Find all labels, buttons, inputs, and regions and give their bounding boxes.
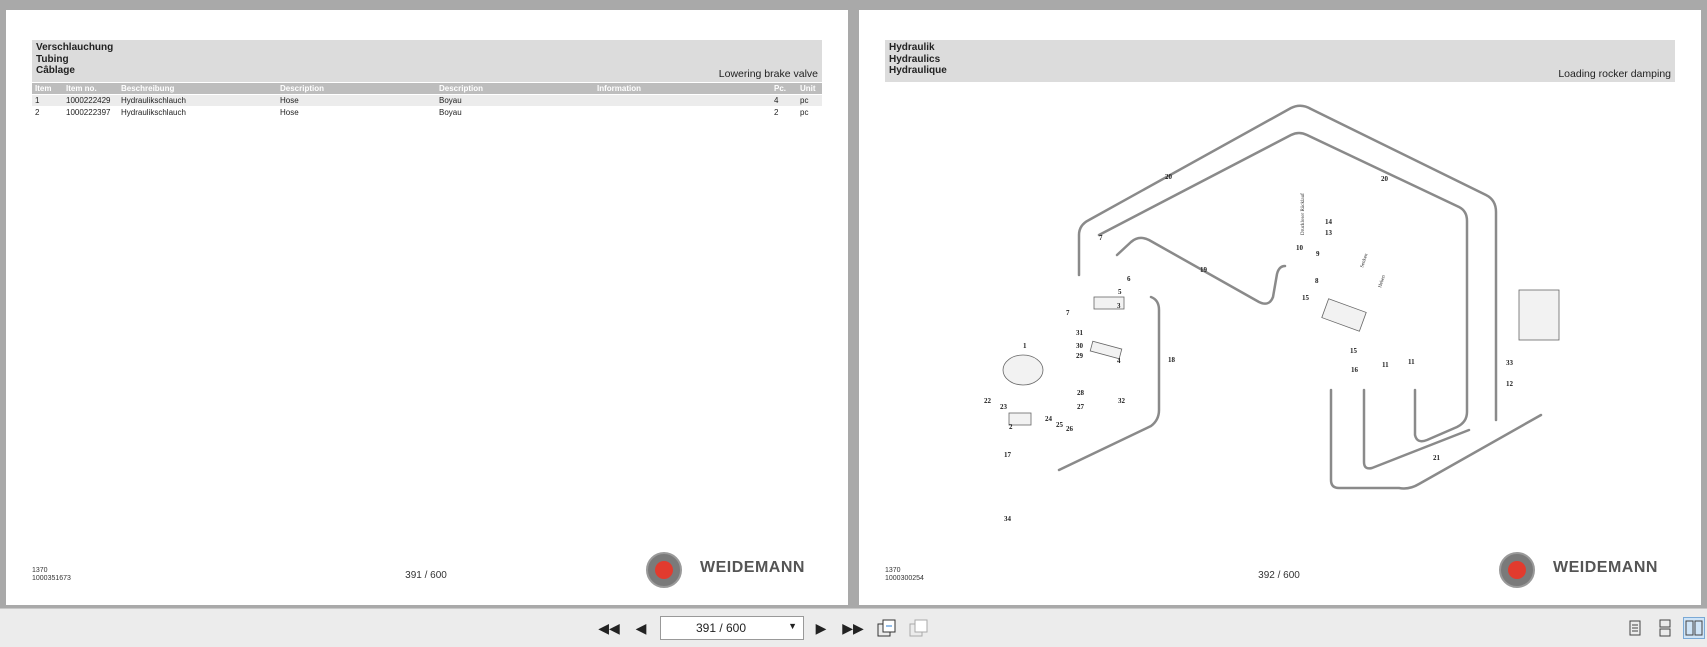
cell-beschreibung: Hydraulikschlauch	[121, 96, 186, 105]
label-3: 3	[1117, 302, 1121, 310]
label-29: 29	[1076, 352, 1083, 360]
label-5: 5	[1118, 288, 1122, 296]
chevron-down-icon: ▼	[788, 621, 797, 631]
label-20: 20	[1165, 173, 1172, 181]
label-15b: 15	[1350, 347, 1357, 355]
left-page	[6, 10, 848, 605]
header-title-de: Verschlauchung	[36, 42, 114, 53]
col-item-no: Item no.	[66, 84, 97, 93]
table-row[interactable]	[32, 95, 822, 106]
footer-code-model: 1370	[885, 567, 901, 574]
label-19: 19	[1200, 266, 1207, 274]
col-unit: Unit	[800, 84, 816, 93]
right-page	[859, 10, 1701, 605]
parts-table-header	[32, 83, 822, 94]
diagram-labels	[984, 173, 1514, 523]
col-item: Item	[35, 84, 52, 93]
table-row[interactable]	[32, 107, 822, 118]
label-30: 30	[1076, 342, 1083, 350]
header-title-de: Hydraulik	[889, 42, 935, 53]
label-13: 13	[1325, 229, 1332, 237]
page-select-value: 391 / 600	[695, 621, 747, 635]
label-24: 24	[1045, 415, 1052, 423]
footer-codes	[885, 567, 924, 583]
first-page-icon[interactable]: ◀◀	[598, 620, 620, 636]
right-page-header	[885, 40, 1675, 82]
label-34: 34	[1004, 515, 1011, 523]
weidemann-logo-icon	[646, 552, 682, 588]
label-31: 31	[1076, 329, 1083, 337]
cell-item: 1	[35, 96, 40, 105]
label-1: 1	[1023, 342, 1027, 350]
header-subtitle: Lowering brake valve	[718, 68, 818, 80]
col-pc: Pc.	[774, 84, 787, 93]
sync-view-icon[interactable]	[876, 618, 898, 638]
label-7: 7	[1099, 234, 1103, 242]
label-15: 15	[1302, 294, 1309, 302]
label-4: 4	[1117, 357, 1121, 365]
cell-item-no: 1000222397	[66, 108, 111, 117]
sync-view-disabled-icon[interactable]	[908, 618, 930, 638]
footer-code-doc: 1000351673	[32, 575, 71, 582]
footer-code-model: 1370	[32, 567, 48, 574]
label-33: 33	[1506, 359, 1513, 367]
col-description-fr: Description	[439, 84, 484, 93]
col-description-en: Description	[280, 84, 325, 93]
cell-beschreibung: Hydraulikschlauch	[121, 108, 186, 117]
cell-description-en: Hose	[280, 108, 299, 117]
header-subtitle: Loading rocker damping	[1558, 68, 1671, 80]
viewer-toolbar	[0, 608, 1707, 647]
cell-description-fr: Boyau	[439, 108, 462, 117]
label-10: 10	[1296, 244, 1303, 252]
cell-pc: 4	[774, 96, 779, 105]
text-druckloser-ruecklauf: Druckloser Rücklauf	[1301, 193, 1306, 235]
label-26: 26	[1066, 425, 1073, 433]
header-title-en: Tubing	[36, 53, 69, 65]
label-32: 32	[1118, 397, 1125, 405]
footer-codes	[32, 567, 71, 583]
header-title-fr: Hydraulique	[889, 65, 947, 76]
hydraulic-diagram	[859, 90, 1701, 530]
col-beschreibung: Beschreibung	[121, 84, 175, 93]
label-9: 9	[1316, 250, 1320, 258]
text-heben: Heben	[1378, 274, 1387, 289]
page-select[interactable]	[660, 616, 804, 640]
label-7b: 7	[1066, 309, 1070, 317]
label-12: 12	[1506, 380, 1513, 388]
label-6: 6	[1127, 275, 1131, 283]
next-page-icon[interactable]: ▶	[815, 620, 827, 636]
label-8: 8	[1315, 277, 1319, 285]
two-page-icon[interactable]	[1683, 617, 1705, 639]
single-page-icon[interactable]	[1624, 617, 1646, 639]
label-18: 18	[1168, 356, 1175, 364]
page-number: 392 / 600	[1258, 570, 1300, 581]
brand-name: WEIDEMANN	[700, 559, 805, 576]
cell-pc: 2	[774, 108, 779, 117]
cell-unit: pc	[800, 96, 809, 105]
label-16: 16	[1351, 366, 1358, 374]
cell-item: 2	[35, 108, 40, 117]
label-23: 23	[1000, 403, 1007, 411]
header-title-fr: Câblage	[36, 65, 75, 76]
page-number: 391 / 600	[405, 570, 447, 581]
cell-description-fr: Boyau	[439, 96, 462, 105]
label-2: 2	[1009, 423, 1013, 431]
label-25: 25	[1056, 421, 1063, 429]
col-information: Information	[597, 84, 641, 93]
label-22: 22	[984, 397, 991, 405]
left-page-header	[32, 40, 822, 82]
label-28: 28	[1077, 389, 1084, 397]
label-11b: 11	[1408, 358, 1415, 366]
cell-description-en: Hose	[280, 96, 299, 105]
last-page-icon[interactable]: ▶▶	[842, 620, 864, 636]
footer-code-doc: 1000300254	[885, 575, 924, 582]
label-20b: 20	[1381, 175, 1388, 183]
header-title-en: Hydraulics	[889, 53, 941, 65]
label-27: 27	[1077, 403, 1084, 411]
text-senken: Senken	[1360, 253, 1370, 269]
prev-page-icon[interactable]: ◀	[635, 620, 647, 636]
cell-unit: pc	[800, 108, 809, 117]
label-14: 14	[1325, 218, 1332, 226]
label-11: 11	[1382, 361, 1389, 369]
label-17: 17	[1004, 451, 1011, 459]
continuous-page-icon[interactable]	[1654, 617, 1676, 639]
weidemann-logo-icon	[1499, 552, 1535, 588]
label-21: 21	[1433, 454, 1440, 462]
brand-name: WEIDEMANN	[1553, 559, 1658, 576]
cell-item-no: 1000222429	[66, 96, 111, 105]
